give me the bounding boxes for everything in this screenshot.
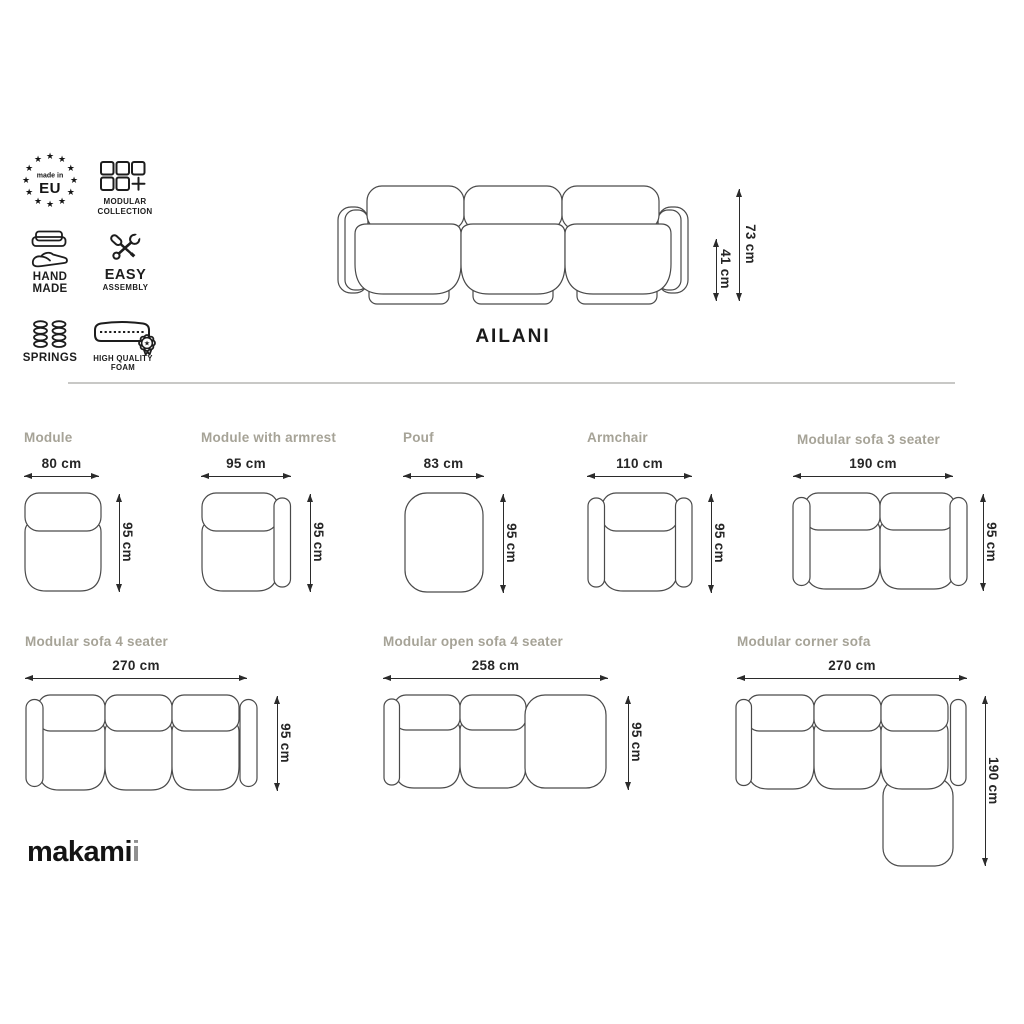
brand-logo-text: makami xyxy=(27,836,133,868)
product-height-label: 95 cm xyxy=(278,723,293,763)
high-quality-foam-icon xyxy=(90,319,160,356)
product-card-open-sofa-4-seater xyxy=(383,632,668,807)
high-quality-foam-label: HIGH QUALITY FOAM xyxy=(93,354,153,372)
easy-assembly-icon xyxy=(106,229,144,267)
product-name: Modular sofa 4 seater xyxy=(25,634,168,649)
width-dimension-arrow xyxy=(403,476,484,477)
assembly-label: ASSEMBLY xyxy=(102,283,149,292)
product-height-label: 95 cm xyxy=(984,522,999,562)
product-card-sofa-4-seater xyxy=(25,632,315,807)
product-card-armchair xyxy=(587,430,747,605)
hand-made-icon xyxy=(28,230,70,272)
total-height-arrow xyxy=(739,189,740,301)
width-dimension-arrow xyxy=(737,678,967,679)
eu-label: EU xyxy=(39,180,61,197)
product-height-label: 95 cm xyxy=(311,522,326,562)
width-dimension-arrow xyxy=(383,678,608,679)
product-name: Modular sofa 3 seater xyxy=(797,432,940,447)
sofa-3-seater-top-view-drawing xyxy=(792,492,968,591)
pouf-top-view-drawing xyxy=(404,492,484,593)
product-name: Module xyxy=(24,430,73,445)
svg-text:★: ★ xyxy=(33,154,43,165)
product-width-label: 110 cm xyxy=(616,456,663,471)
svg-text:★: ★ xyxy=(66,163,75,173)
product-width-label: 270 cm xyxy=(828,658,876,673)
product-height-label: 95 cm xyxy=(120,522,135,562)
product-card-pouf xyxy=(403,430,543,605)
product-name: Pouf xyxy=(403,430,434,445)
modular-collection-label: MODULAR COLLECTION xyxy=(97,197,153,216)
product-width-label: 80 cm xyxy=(41,456,82,471)
seat-height-arrow xyxy=(716,239,717,301)
svg-text:★: ★ xyxy=(33,195,43,206)
easy-label: EASY xyxy=(104,267,147,283)
made-in-label: made in xyxy=(36,172,64,180)
hand-made-label: HAND MADE xyxy=(32,271,68,295)
collection-title: AILANI xyxy=(475,326,551,347)
product-card-module xyxy=(24,430,174,605)
width-dimension-arrow xyxy=(587,476,692,477)
svg-text:★: ★ xyxy=(66,187,75,197)
product-width-label: 95 cm xyxy=(226,456,266,471)
width-dimension-arrow xyxy=(793,476,953,477)
product-height-label: 95 cm xyxy=(504,523,519,563)
product-name: Modular corner sofa xyxy=(737,634,871,649)
armchair-top-view-drawing xyxy=(587,492,693,593)
sofa-front-view-drawing xyxy=(333,182,693,310)
module-with-armrest-top-view-drawing xyxy=(201,492,292,592)
springs-label: SPRINGS xyxy=(22,352,78,364)
svg-text:★: ★ xyxy=(25,187,34,197)
svg-text:★: ★ xyxy=(25,163,34,173)
product-width-label: 190 cm xyxy=(849,456,897,471)
width-dimension-arrow xyxy=(201,476,291,477)
award-rosette-icon xyxy=(139,335,155,355)
corner-sofa-top-view-drawing xyxy=(735,694,967,870)
width-dimension-arrow xyxy=(24,476,99,477)
brand-logo-accent: i xyxy=(132,836,140,868)
svg-text:★: ★ xyxy=(21,175,31,185)
product-height-label: 95 cm xyxy=(712,523,727,563)
product-width-label: 83 cm xyxy=(423,456,464,471)
total-height-label: 73 cm xyxy=(743,224,758,264)
product-width-label: 258 cm xyxy=(471,658,520,673)
sofa-4-seater-top-view-drawing xyxy=(25,694,258,792)
seat-height-label: 41 cm xyxy=(718,249,733,289)
svg-text:★: ★ xyxy=(143,340,151,348)
modular-collection-icon xyxy=(100,161,150,193)
product-height-label: 190 cm xyxy=(986,757,1001,805)
product-name: Module with armrest xyxy=(201,430,337,445)
svg-text:★: ★ xyxy=(57,195,67,206)
made-in-eu-badge-icon xyxy=(22,150,78,210)
module-top-view-drawing xyxy=(24,492,102,592)
brand-logo xyxy=(27,836,140,869)
product-name: Armchair xyxy=(587,430,648,445)
svg-text:★: ★ xyxy=(57,154,67,165)
svg-text:★: ★ xyxy=(69,175,79,185)
section-divider xyxy=(68,382,955,384)
product-height-label: 95 cm xyxy=(629,722,644,762)
width-dimension-arrow xyxy=(25,678,247,679)
svg-text:★: ★ xyxy=(45,151,55,161)
springs-icon xyxy=(31,320,69,349)
product-width-label: 270 cm xyxy=(112,658,160,673)
product-card-sofa-3-seater xyxy=(793,430,1013,605)
svg-text:★: ★ xyxy=(45,199,55,209)
open-sofa-4-seater-top-view-drawing xyxy=(383,694,608,790)
product-name: Modular open sofa 4 seater xyxy=(383,634,563,649)
product-card-corner-sofa xyxy=(737,632,1022,882)
product-card-module-with-armrest xyxy=(201,430,351,605)
